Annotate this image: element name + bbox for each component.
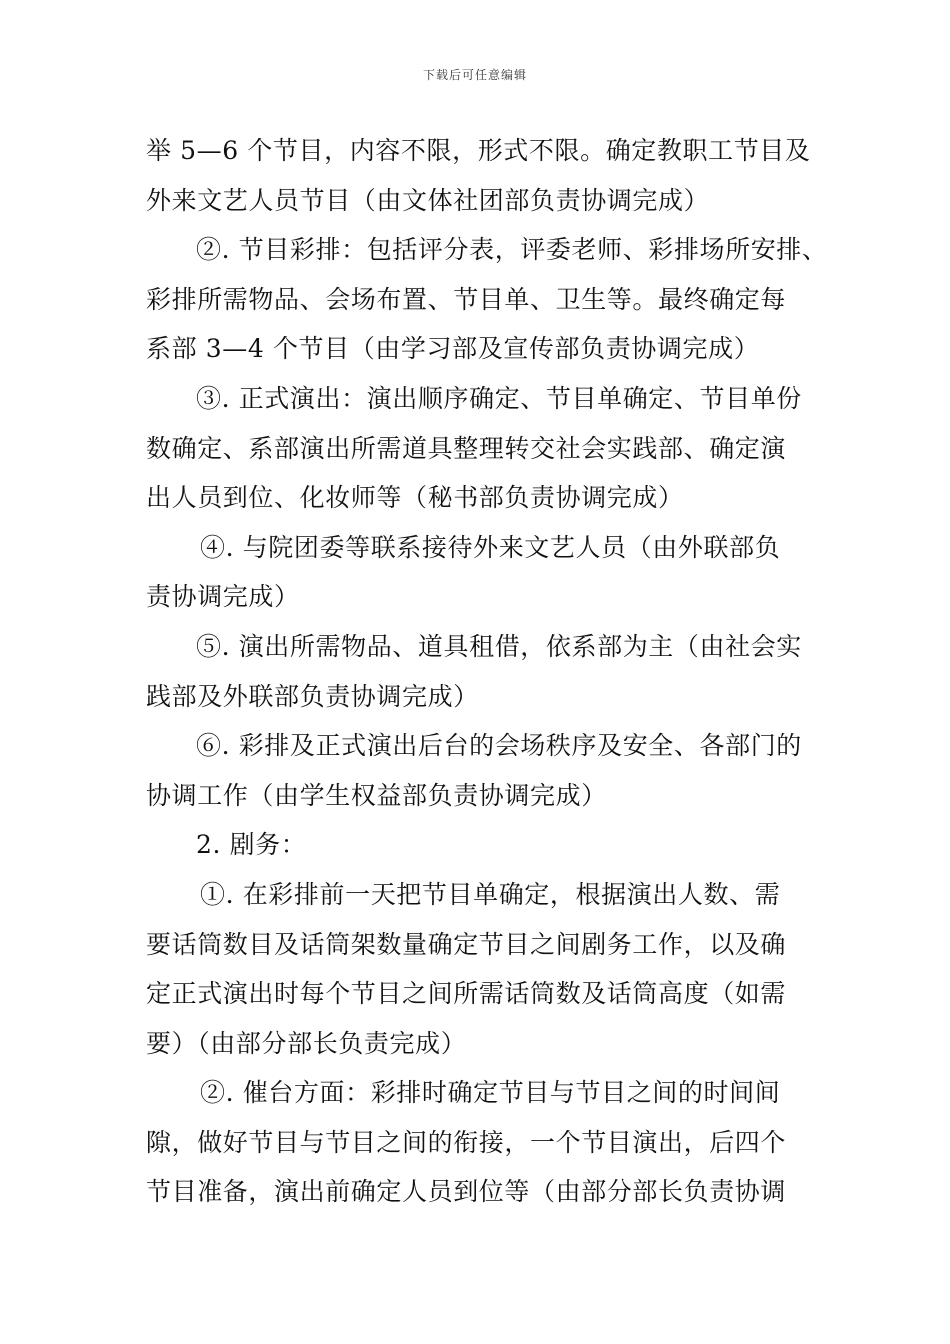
text-line-1: 举 5—6 个节目，内容不限，形式不限。确定教职工节目及 (146, 136, 811, 165)
text-line-10: 责协调完成） (146, 582, 300, 612)
text-line-9: ④. 与院团委等联系接待外来文艺人员（由外联部负 (200, 532, 781, 562)
text-line-3: ②. 节目彩排：包括评分表，评委老师、彩排场所安排、 (196, 235, 828, 265)
text-line-12: 践部及外联部负责协调完成） (146, 681, 479, 711)
text-line-13: ⑥. 彩排及正式演出后台的会场秩序及安全、各部门的 (196, 731, 802, 761)
section-heading: 2. 剧务： (196, 830, 307, 860)
text-line-7: 数确定、系部演出所需道具整理转交社会实践部、确定演 (146, 433, 787, 463)
text-line-22: 节目准备，演出前确定人员到位等（由部分部长负责协调 (146, 1177, 787, 1207)
text-line-4: 彩排所需物品、会场布置、节目单、卫生等。最终确定每 (146, 284, 787, 314)
text-line-20: ②. 催台方面：彩排时确定节目与节目之间的时间间 (200, 1078, 781, 1108)
page-header: 下载后可任意编辑 (422, 68, 527, 82)
text-line-8: 出人员到位、化妆师等（秘书部负责协调完成） (146, 483, 684, 513)
text-line-2: 外来文艺人员节目（由文体社团部负责协调完成） (146, 185, 710, 215)
document-body (146, 126, 828, 1217)
text-line-18: 定正式演出时每个节目之间所需话筒数及话筒高度（如需 (146, 979, 787, 1009)
text-line-6: ③. 正式演出：演出顺序确定、节目单确定、节目单份 (196, 383, 802, 413)
text-line-14: 协调工作（由学生权益部负责协调完成） (146, 780, 607, 810)
text-line-17: 要话筒数目及话筒架数量确定节目之间剧务工作，以及确 (146, 929, 787, 959)
text-line-19: 要）（由部分部长负责完成） (146, 1028, 467, 1058)
text-line-11: ⑤. 演出所需物品、道具租借，依系部为主（由社会实 (196, 631, 802, 661)
text-line-21: 隙，做好节目与节目之间的衔接，一个节目演出，后四个 (146, 1127, 787, 1157)
text-line-16: ①. 在彩排前一天把节目单确定，根据演出人数、需 (200, 879, 781, 909)
text-line-5: 系部 3—4 个节目（由学习部及宣传部负责协调完成） (146, 334, 760, 364)
